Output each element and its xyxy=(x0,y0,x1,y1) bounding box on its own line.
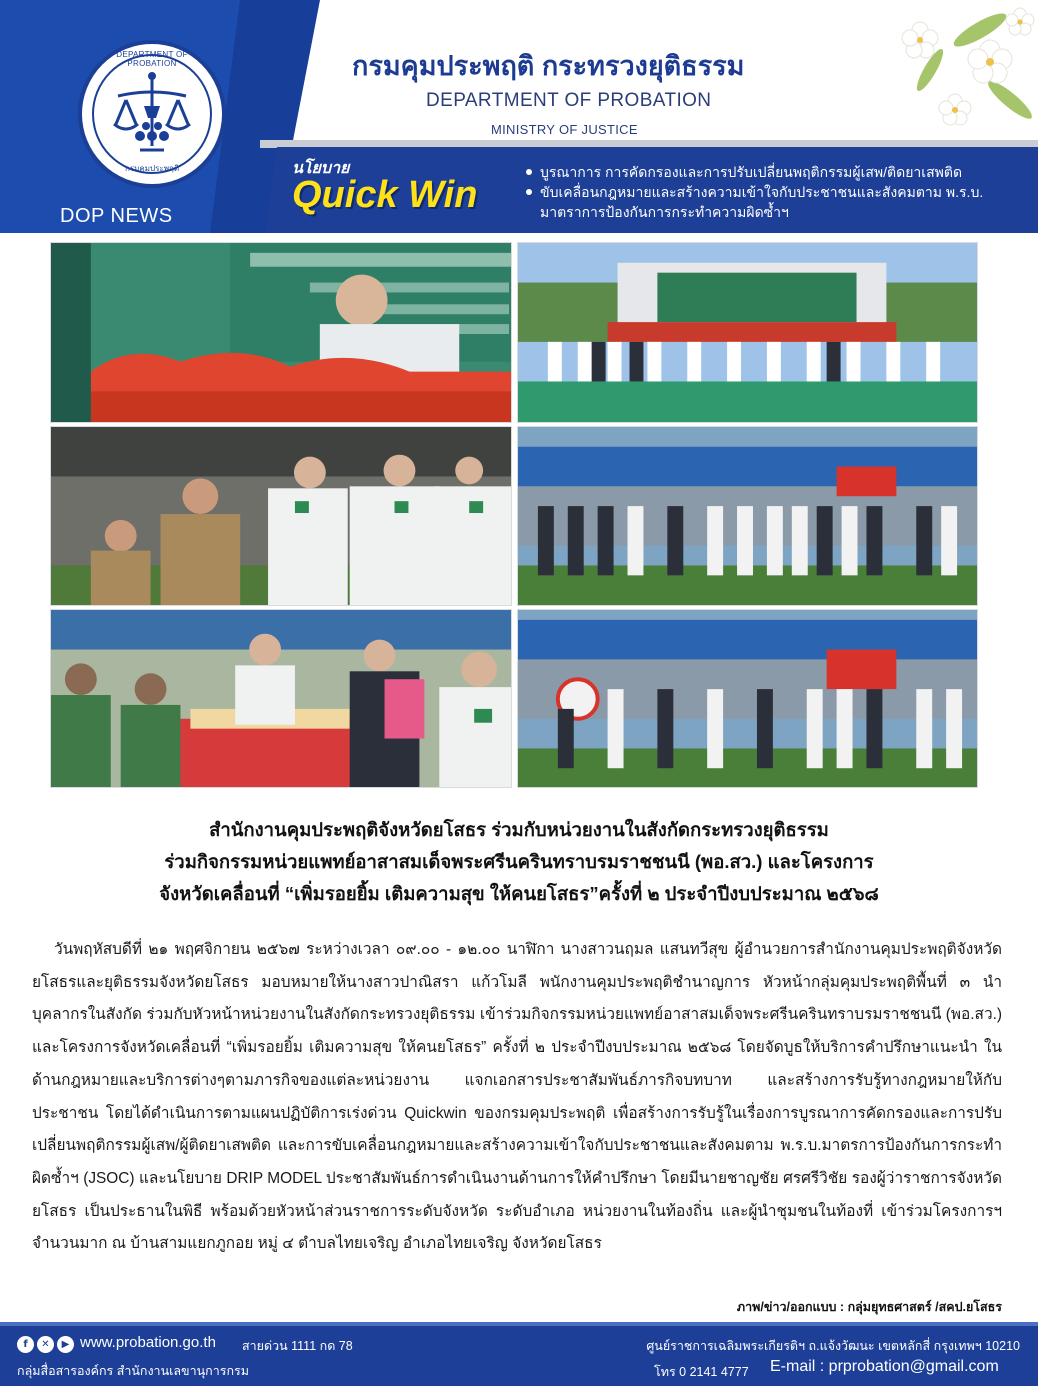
facebook-icon[interactable]: f xyxy=(17,1336,34,1353)
footer-stripe xyxy=(0,1322,1038,1326)
photo-speaker-at-podium xyxy=(50,242,512,423)
org-name-english: DEPARTMENT OF PROBATION xyxy=(426,90,712,111)
article-body: วันพฤหัสบดีที่ ๒๑ พฤศจิกายน ๒๕๖๗ ระหว่างเวลา ๐๙.๐๐ - ๑๒.๐๐ นาฬิกา นางสาวนฤมล แสนทวีสุข ผู้อำนวยการสำนักงานคุมประพฤติจังหวัดยโสธรและยุติธรรมจังหวัดยโสธร มอบหมายให้นางสาวปาณิสรา แก้วโมลี พนักงานคุมประพฤติชำนาญการ หัวหน้ากลุ่มคุมประพฤติพื้นที่ ๓ นำบุคลากรในสังกัด ร่วมกับหัวหน้าหน่วยงานในสังกัดกระทรวงยุติธรรม เข้าร่วมกิจกรรมหน่วยแพทย์อาสาสมเด็จพระศรีนครินทราบรมราชชนนี (พอ.สว.) และโครงการจังหวัดเคลื่อนที่ “เพิ่มรอยยิ้ม เติมความสุข ให้คนยโสธร” ครั้งที่ ๒ ประจำปีงบประมาณ ๒๕๖๘ โดยจัดบูธให้บริการคำปรึกษาแนะนำ ในด้านกฎหมายและบริการต่างๆตามภารกิจของแต่ละหน่วยงาน แจกเอกสารประชาสัมพันธ์ภารกิจบทบาท และสร้างการรับรู้ทางกฎหมายให้กับประชาชน โดยได้ดำเนินการตามแผนปฏิบัติการเร่งด่วน Quickwin ของกรมคุมประพฤติ เพื่อสร้างการรับรู้ในเรื่องการบูรณาการคัดกรองและการปรับเปลี่ยนพฤติกรรมผู้เสพ/ผู้ติดยาเสพติด และการขับเคลื่อนกฎหมายและสร้างความเข้าใจกับประชาชนและสังคมตาม พ.ร.บ.มาตรการป้องกันการกระทำผิดซ้ำฯ (JSOC) และนโยบาย DRIP MODEL ประชาสัมพันธ์การดำเนินงานด้านการให้คำปรึกษา โดยมีนายชาญชัย ศรศรีวิชัย รองผู้ว่าราชการจังหวัดยโสธร เป็นประธานในพิธี พร้อมด้วยหัวหน้าส่วนราชการระดับจังหวัด ระดับอำเภอ หน่วยงานในท้องถิ่น และผู้นำชุมชนในท้องที่ เข้าร่วมโครงการฯ จำนวนมาก ณ บ้านสามแยกภูกอย หมู่ ๔ ตำบลไทยเจริญ อำเภอไทยเจริญ จังหวัดยโสธร xyxy=(32,941,1002,1253)
telephone-text: โทร 0 2141 4777 xyxy=(654,1365,749,1379)
dop-news-label: DOP NEWS xyxy=(60,205,173,227)
article-title-line: ร่วมกิจกรรมหน่วยแพทย์อาสาสมเด็จพระศรีนครินทราบรมราชชนนี (พอ.สว.) และโครงการ xyxy=(164,851,874,872)
photo-group-with-banners xyxy=(517,609,978,788)
logo-arc-text: DEPARTMENT OF PROBATION xyxy=(116,50,188,68)
quickwin-title: Quick Win xyxy=(292,174,478,216)
hotline-text: สายด่วน 1111 กด 78 xyxy=(242,1339,353,1353)
org-name-thai: กรมคุมประพฤติ กระทรวงยุติธรรม xyxy=(352,51,745,81)
social-icons xyxy=(17,1336,74,1353)
photo-credit: ภาพ/ข่าว/ออกแบบ : กลุ่มยุทธศาสตร์ /สคป.ยโสธร xyxy=(736,1300,1002,1314)
article-title-line: สำนักงานคุมประพฤติจังหวัดยโสธร ร่วมกับหน่วยงานในสังกัดกระทรวงยุติธรรม xyxy=(209,819,829,840)
policy-item: บูรณาการ การคัดกรองและการปรับเปลี่ยนพฤติกรรมผู้เสพ/ติดยาเสพติด xyxy=(524,162,1024,182)
address-text: ศูนย์ราชการเฉลิมพระเกียรติฯ ถ.แจ้งวัฒนะ เขตหลักสี่ กรุงเทพฯ 10210 xyxy=(646,1339,1020,1353)
article-title xyxy=(40,814,998,910)
logo-thai-text: กรมคุมประพฤติ xyxy=(124,164,180,173)
article-title-line: จังหวัดเคลื่อนที่ “เพิ่มรอยยิ้ม เติมความสุข ให้คนยโสธร”ครั้งที่ ๒ ประจำปีงบประมาณ ๒๕๖๘ xyxy=(159,883,879,904)
policy-list xyxy=(524,162,1024,222)
page-header xyxy=(0,0,1038,233)
page-footer xyxy=(0,1322,1038,1386)
photo-handing-items-to-scouts xyxy=(50,426,512,606)
jasmine-flowers-decoration xyxy=(860,0,1038,148)
photo-group-in-front-of-tents xyxy=(517,426,978,606)
youtube-icon[interactable]: ▶ xyxy=(57,1336,74,1353)
ministry-name: MINISTRY OF JUSTICE xyxy=(491,122,638,137)
policy-label: นโยบาย xyxy=(292,160,350,177)
department-logo xyxy=(78,40,226,188)
policy-item: ขับเคลื่อนกฎหมายและสร้างความเข้าใจกับประชาชนและสังคมตาม พ.ร.บ. มาตราการป้องกันการกระทำความผิดซ้ำฯ xyxy=(524,182,1024,222)
photo-group-on-stage xyxy=(517,242,978,423)
photo-service-booth-table xyxy=(50,609,512,788)
x-icon[interactable]: ✕ xyxy=(37,1336,54,1353)
website-link[interactable]: www.probation.go.th xyxy=(80,1334,216,1351)
publisher-unit: กลุ่มสื่อสารองค์กร สำนักงานเลขานุการกรม xyxy=(17,1364,249,1378)
scales-of-justice-icon xyxy=(104,66,200,162)
email-link[interactable]: E-mail : prprobation@gmail.com xyxy=(770,1358,999,1375)
